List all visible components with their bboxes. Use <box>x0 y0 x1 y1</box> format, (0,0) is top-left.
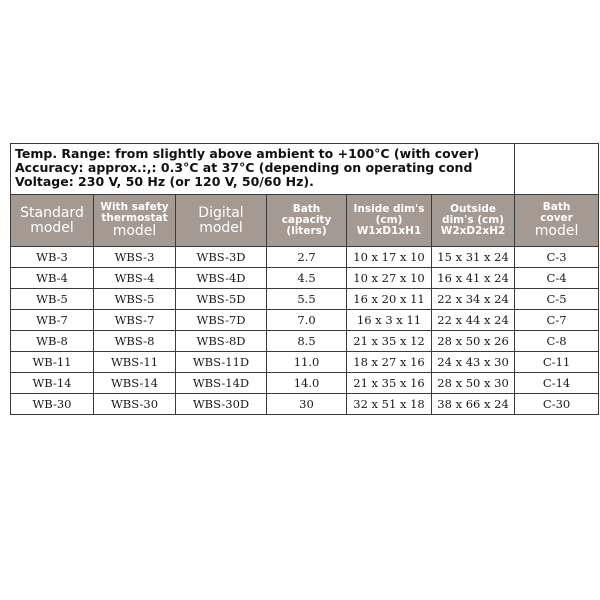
column-header-line: (liters) <box>286 225 327 237</box>
safety-model-cell: WBS-11 <box>94 352 176 373</box>
column-header-line: With safety <box>100 201 169 214</box>
inside-dims-cell: 16 x 20 x 11 <box>347 289 432 310</box>
cover-model-cell: C-4 <box>515 268 599 289</box>
capacity-cell: 7.0 <box>267 310 347 331</box>
capacity-cell: 4.5 <box>267 268 347 289</box>
digital-model-cell: WBS-4D <box>176 268 267 289</box>
cover-model-cell: C-30 <box>515 394 599 415</box>
inside-dims-cell: 16 x 3 x 11 <box>347 310 432 331</box>
standard-model-cell: WB-30 <box>11 394 94 415</box>
column-header-bath-capacity <box>267 195 347 247</box>
digital-model-cell: WBS-8D <box>176 331 267 352</box>
column-header-line: (cm) <box>375 213 403 226</box>
capacity-cell: 8.5 <box>267 331 347 352</box>
outside-dims-cell: 22 x 44 x 24 <box>432 310 515 331</box>
capacity-cell: 30 <box>267 394 347 415</box>
accuracy-note: Accuracy: approx.:,: 0.3°C at 37°C (depending on operating cond <box>15 160 473 175</box>
outside-dims-cell: 28 x 50 x 30 <box>432 373 515 394</box>
column-header-line: model <box>534 223 579 240</box>
cover-model-cell: C-3 <box>515 247 599 268</box>
safety-model-cell: WBS-3 <box>94 247 176 268</box>
notes-empty-cell <box>515 144 599 195</box>
outside-dims-cell: 15 x 31 x 24 <box>432 247 515 268</box>
standard-model-cell: WB-5 <box>11 289 94 310</box>
column-header-line: thermostat <box>101 212 168 225</box>
safety-model-cell: WBS-14 <box>94 373 176 394</box>
outside-dims-cell: 24 x 43 x 30 <box>432 352 515 373</box>
inside-dims-cell: 21 x 35 x 16 <box>347 373 432 394</box>
cover-model-cell: C-5 <box>515 289 599 310</box>
spec-notes <box>11 144 515 195</box>
standard-model-cell: WB-14 <box>11 373 94 394</box>
digital-model-cell: WBS-7D <box>176 310 267 331</box>
outside-dims-cell: 28 x 50 x 26 <box>432 331 515 352</box>
safety-model-cell: WBS-30 <box>94 394 176 415</box>
standard-model-cell: WB-3 <box>11 247 94 268</box>
header-row <box>11 195 599 247</box>
column-header-line: Bath <box>542 201 571 214</box>
table-row <box>11 289 599 310</box>
column-header-line: model <box>199 219 243 236</box>
inside-dims-cell: 21 x 35 x 12 <box>347 331 432 352</box>
column-header-line: Bath <box>292 202 321 215</box>
capacity-cell: 11.0 <box>267 352 347 373</box>
spec-table <box>10 143 599 415</box>
safety-model-cell: WBS-7 <box>94 310 176 331</box>
column-header-line: Digital <box>198 204 244 221</box>
column-header-line: model <box>30 219 74 236</box>
column-header-line: Standard <box>20 204 84 221</box>
cover-model-cell: C-7 <box>515 310 599 331</box>
column-header-line: cover <box>540 212 573 225</box>
table-row <box>11 373 599 394</box>
cover-model-cell: C-14 <box>515 373 599 394</box>
table-row <box>11 352 599 373</box>
capacity-cell: 5.5 <box>267 289 347 310</box>
column-header-digital-model <box>176 195 267 247</box>
capacity-cell: 2.7 <box>267 247 347 268</box>
cover-model-cell: C-11 <box>515 352 599 373</box>
column-header-outside-dims <box>432 195 515 247</box>
digital-model-cell: WBS-5D <box>176 289 267 310</box>
inside-dims-cell: 18 x 27 x 16 <box>347 352 432 373</box>
safety-model-cell: WBS-5 <box>94 289 176 310</box>
digital-model-cell: WBS-30D <box>176 394 267 415</box>
outside-dims-cell: 22 x 34 x 24 <box>432 289 515 310</box>
table-body <box>11 247 599 415</box>
safety-model-cell: WBS-4 <box>94 268 176 289</box>
column-header-line: W2xD2xH2 <box>440 225 506 237</box>
digital-model-cell: WBS-3D <box>176 247 267 268</box>
outside-dims-cell: 38 x 66 x 24 <box>432 394 515 415</box>
digital-model-cell: WBS-14D <box>176 373 267 394</box>
table-row <box>11 247 599 268</box>
column-header-line: dim's (cm) <box>442 213 504 226</box>
column-header-safety-thermostat-model <box>94 195 176 247</box>
column-header-line: W1xD1xH1 <box>356 225 422 237</box>
column-header-line: Inside dim's <box>353 202 425 215</box>
column-header-line: model <box>112 223 157 240</box>
digital-model-cell: WBS-11D <box>176 352 267 373</box>
column-header-bath-cover-model <box>515 195 599 247</box>
table-row <box>11 268 599 289</box>
safety-model-cell: WBS-8 <box>94 331 176 352</box>
inside-dims-cell: 10 x 17 x 10 <box>347 247 432 268</box>
column-header-inside-dims <box>347 195 432 247</box>
standard-model-cell: WB-4 <box>11 268 94 289</box>
cover-model-cell: C-8 <box>515 331 599 352</box>
column-header-standard-model <box>11 195 94 247</box>
temp-range-note: Temp. Range: from slightly above ambient to +100°C (with cover) <box>15 146 480 161</box>
table-row <box>11 310 599 331</box>
standard-model-cell: WB-11 <box>11 352 94 373</box>
table-row <box>11 394 599 415</box>
outside-dims-cell: 16 x 41 x 24 <box>432 268 515 289</box>
inside-dims-cell: 10 x 27 x 10 <box>347 268 432 289</box>
standard-model-cell: WB-7 <box>11 310 94 331</box>
voltage-note: Voltage: 230 V, 50 Hz (or 120 V, 50/60 Hz). <box>15 174 314 189</box>
standard-model-cell: WB-8 <box>11 331 94 352</box>
table-row <box>11 331 599 352</box>
inside-dims-cell: 32 x 51 x 18 <box>347 394 432 415</box>
capacity-cell: 14.0 <box>267 373 347 394</box>
notes-row <box>11 144 599 195</box>
column-header-line: Outside <box>450 202 496 215</box>
column-header-line: capacity <box>281 213 332 226</box>
